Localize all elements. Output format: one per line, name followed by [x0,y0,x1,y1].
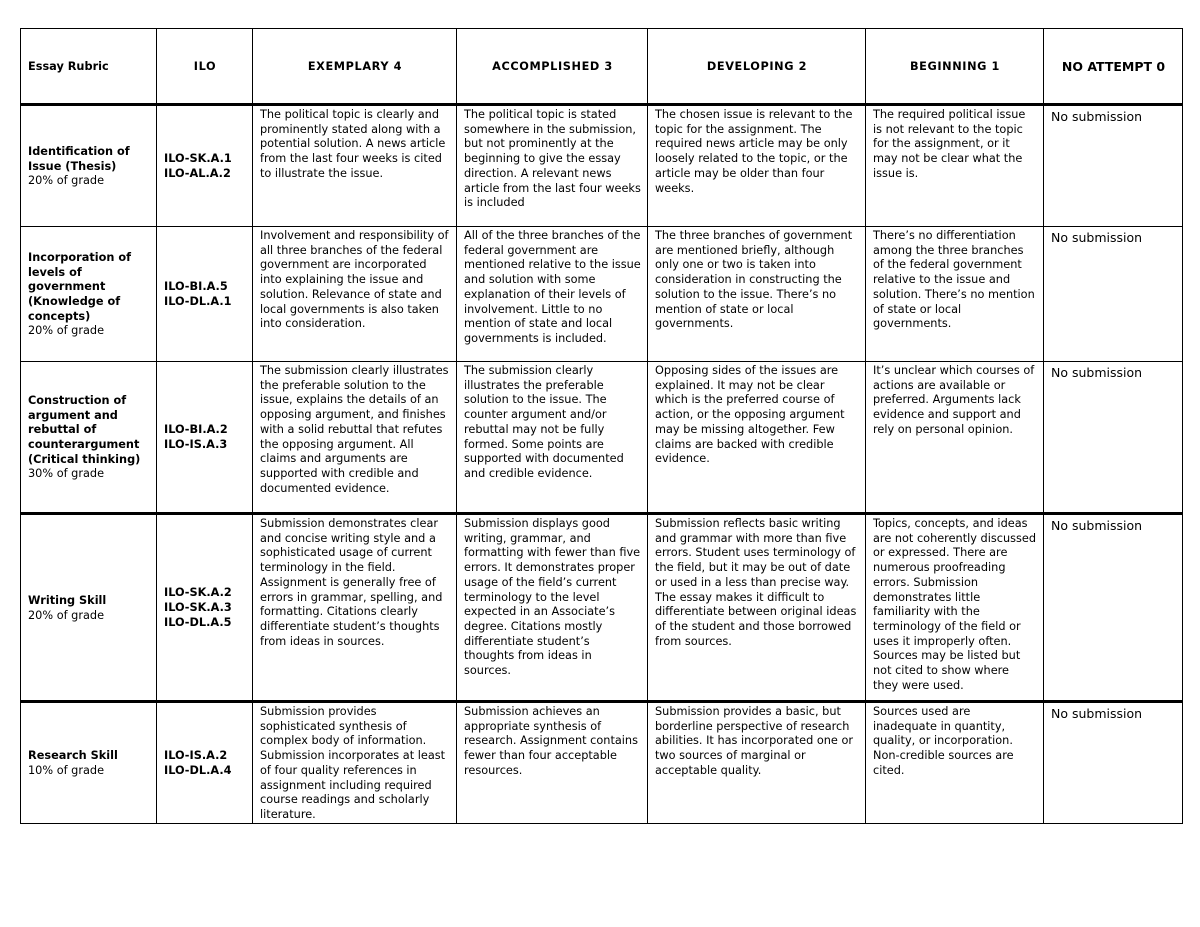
ilo-code: ILO-SK.A.3 [164,601,232,615]
ilo-code: ILO-SK.A.1 [164,152,232,166]
no-attempt-cell: No submission [1044,227,1183,362]
header-accomplished: ACCOMPLISHED 3 [457,29,648,105]
criterion-name: Incorporation of levels of government (Knowledge of concepts) [28,250,132,323]
header-no-attempt: NO ATTEMPT 0 [1044,29,1183,105]
beginning-cell: Topics, concepts, and ideas are not coherently discussed or expressed. There are numerous proofreading errors. Submission demonstrates little familiarity with the terminology of the field or uses it improperly often. Sources may be listed but not cited to show where they were used. [866,514,1044,702]
ilo-cell [157,105,253,227]
exemplary-cell: Submission provides sophisticated synthesis of complex body of information. Submission incorporates at least of four quality references in assignment including required course readings and scholarly literature. [253,702,457,824]
ilo-cell [157,514,253,702]
accomplished-cell: The submission clearly illustrates the preferable solution to the issue. The counter argument and/or rebuttal may not be fully formed. Some points are supported with documented and credible evidence. [457,362,648,514]
exemplary-cell: The political topic is clearly and prominently stated along with a potential solution. A news article from the last four weeks is cited to illustrate the issue. [253,105,457,227]
ilo-cell [157,362,253,514]
developing-cell: Submission reflects basic writing and grammar with more than five errors. Student uses terminology of the field, but it may be out of date or used in a less than precise way. The essay makes it difficult to differentiate between original ideas of the student and those borrowed from sources. [648,514,866,702]
no-attempt-cell: No submission [1044,702,1183,824]
ilo-code: ILO-AL.A.2 [164,167,231,180]
beginning-cell: There’s no differentiation among the three branches of the federal government relative to the issue and solution. There’s no mention of state or local governments. [866,227,1044,362]
developing-cell: Submission provides a basic, but borderline perspective of research abilities. It has incorporated one or two sources of marginal or acceptable quality. [648,702,866,824]
no-attempt-cell: No submission [1044,105,1183,227]
developing-cell: The three branches of government are mentioned briefly, although only one or two is taken into consideration in constructing the solution to the issue. There’s no mention of state or local governments. [648,227,866,362]
accomplished-cell: Submission achieves an appropriate synthesis of research. Assignment contains fewer than four acceptable resources. [457,702,648,824]
criterion-weight: 20% of grade [28,324,105,338]
ilo-code: ILO-DL.A.1 [164,295,232,308]
no-attempt-cell: No submission [1044,362,1183,514]
criterion-cell [21,105,157,227]
exemplary-cell: Involvement and responsibility of all three branches of the federal government are incorporated into explaining the issue and solution. Relevance of state and local governments is also taken into consideration. [253,227,457,362]
criterion-cell [21,227,157,362]
essay-rubric-table [20,28,1183,824]
beginning-cell: It’s unclear which courses of actions are available or preferred. Arguments lack evidence and support and rely on personal opinion. [866,362,1044,514]
criterion-name: Research Skill [28,749,118,763]
beginning-cell: The required political issue is not relevant to the topic for the assignment, or it may not be clear what the issue is. [866,105,1044,227]
ilo-code: ILO-DL.A.5 [164,615,232,629]
ilo-code: ILO-BI.A.5 [164,280,228,294]
rubric-row-argument [21,362,1183,514]
rubric-row-research [21,702,1183,824]
criterion-weight: 20% of grade [28,174,105,188]
ilo-cell [157,227,253,362]
ilo-code: ILO-IS.A.3 [164,438,228,451]
header-ilo: ILO [157,29,253,105]
header-exemplary: EXEMPLARY 4 [253,29,457,105]
criterion-cell [21,362,157,514]
accomplished-cell: The political topic is stated somewhere in the submission, but not prominently at the beginning to give the essay direction. A relevant news article from the last four weeks is included [457,105,648,227]
ilo-code: ILO-BI.A.2 [164,423,228,437]
ilo-code: ILO-SK.A.2 [164,586,232,600]
ilo-cell [157,702,253,824]
rubric-row-government [21,227,1183,362]
criterion-name: Construction of argument and rebuttal of counterargument (Critical thinking) [28,393,141,466]
ilo-code: ILO-DL.A.4 [164,764,232,777]
criterion-cell [21,514,157,702]
header-beginning: BEGINNING 1 [866,29,1044,105]
criterion-weight: 20% of grade [28,608,105,622]
header-row [21,29,1183,105]
developing-cell: The chosen issue is relevant to the topic for the assignment. The required news article may be only loosely related to the topic, or the article may be older than four weeks. [648,105,866,227]
header-developing: DEVELOPING 2 [648,29,866,105]
criterion-name: Identification of Issue (Thesis) [28,144,130,173]
ilo-code: ILO-IS.A.2 [164,749,228,763]
exemplary-cell: Submission demonstrates clear and concise writing style and a sophisticated usage of current terminology in the field. Assignment is generally free of errors in grammar, spelling, and formatting. Citations clearly differentiate student’s thoughts from ideas in sources. [253,514,457,702]
criterion-name: Writing Skill [28,593,107,607]
exemplary-cell: The submission clearly illustrates the preferable solution to the issue, explains the details of an opposing argument, and finishes with a solid rebuttal that refutes the opposing argument. All claims and arguments are supported with credible and documented evidence. [253,362,457,514]
criterion-cell [21,702,157,824]
header-criteria: Essay Rubric [21,29,157,105]
accomplished-cell: All of the three branches of the federal government are mentioned relative to the issue and solution with some explanation of their levels of involvement. Little to no mention of state and local governments is included. [457,227,648,362]
rubric-row-writing [21,514,1183,702]
accomplished-cell: Submission displays good writing, grammar, and formatting with fewer than five errors. It demonstrates proper usage of the field’s current terminology to the level expected in an Associate’s degree. Citations mostly differentiate student’s thoughts from ideas in sources. [457,514,648,702]
rubric-row-thesis [21,105,1183,227]
no-attempt-cell: No submission [1044,514,1183,702]
criterion-weight: 10% of grade [28,764,105,777]
criterion-weight: 30% of grade [28,467,105,481]
beginning-cell: Sources used are inadequate in quantity, quality, or incorporation. Non-credible sources are cited. [866,702,1044,824]
developing-cell: Opposing sides of the issues are explained. It may not be clear which is the preferred course of action, or the opposing argument may be missing altogether. Few claims are backed with credible evidence. [648,362,866,514]
